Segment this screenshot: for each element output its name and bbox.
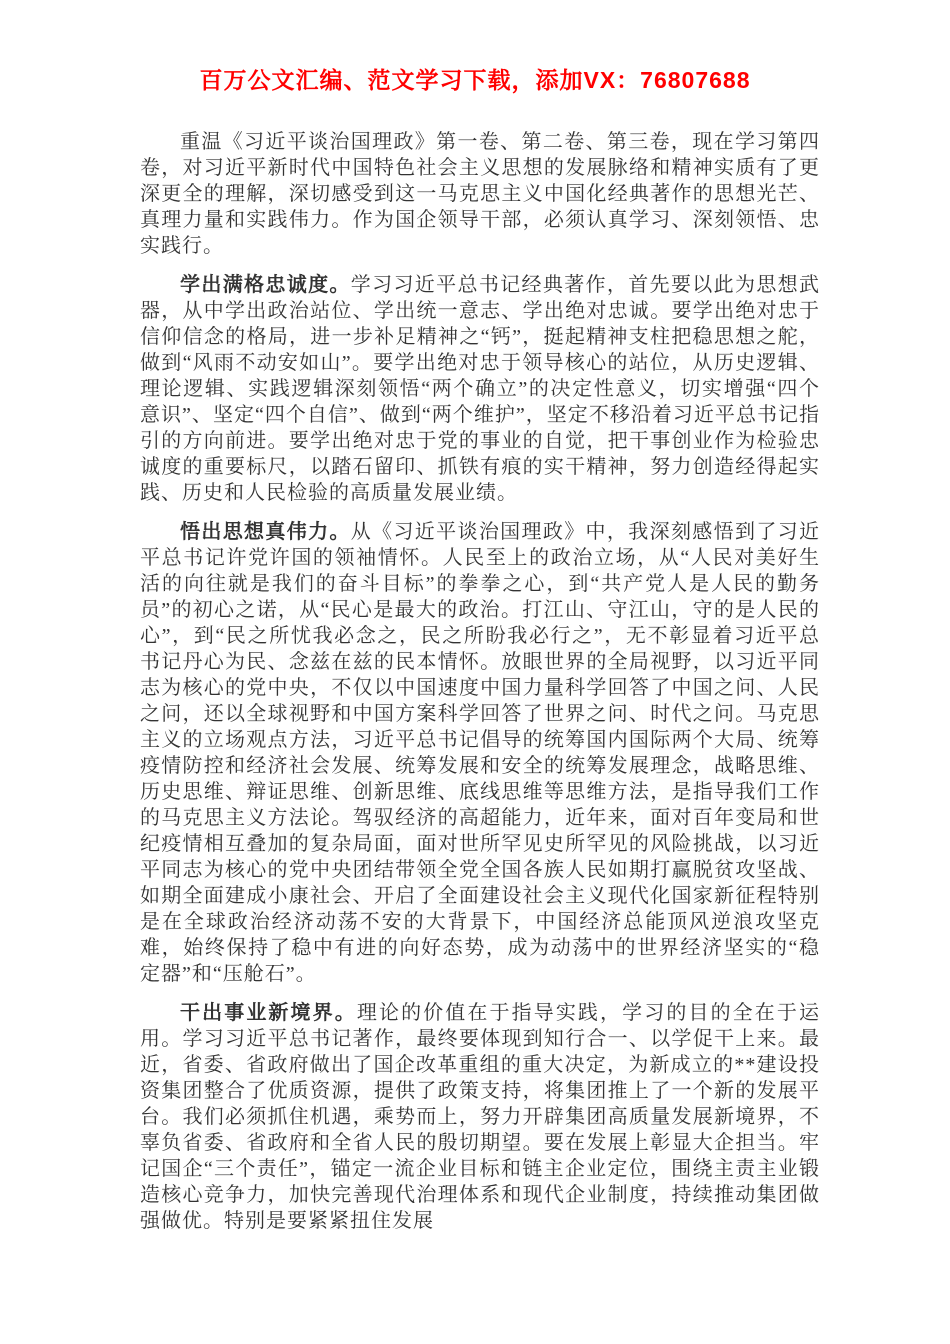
paragraph-lead: 学出满格忠诚度。: [180, 274, 351, 296]
paragraph-lead: 干出事业新境界。: [180, 1002, 357, 1024]
paragraph-text: 从《习近平谈治国理政》中，我深刻感悟到了习近平总书记许党许国的领袖情怀。人民至上的政治立场，从“人民对美好生活的向往就是我们的奋斗目标”的拳拳之心，到“共产党人是人民的勤务员”的初心之诺，从“民心是最大的政治。打江山、守江山，守的是人民的心”，到“民之所忧我必念之，民之所盼我必行之”，无不彰显着习近平总书记丹心为民、念兹在兹的民本情怀。放眼世界的全局视野，以习近平同志为核心的党中央，不仅以中国速度中国力量科学回答了中国之问、人民之问，还以全球视野和中国方案科学回答了世界之问、时代之问。马克思主义的立场观点方法，习近平总书记倡导的统筹国内国际两个大局、统筹疫情防控和经济社会发展、统筹发展和安全的统筹发展理念，战略思维、历史思维、辩证思维、创新思维、底线思维等思维方法，是指导我们工作的马克思主义方法论。驾驭经济的高超能力，近年来，面对百年变局和世纪疫情相互叠加的复杂局面，面对世所罕见史所罕见的风险挑战，以习近平同志为核心的党中央团结带领全党全国各族人民如期打赢脱贫攻坚战、如期全面建成小康社会、开启了全面建设社会主义现代化国家新征程特别是在全球政治经济动荡不安的大背景下，中国经济总能顶风逆浪攻坚克难，始终保持了稳中有进的向好态势，成为动荡中的世界经济坚实的“稳定器”和“压舱石”。: [140, 521, 821, 985]
paragraph-text: 理论的价值在于指导实践，学习的目的全在于运用。学习习近平总书记著作，最终要体现到知行合一、以学促干上来。最近，省委、省政府做出了国企改革重组的重大决定，为新成立的**建设投资集团整合了优质资源，提供了政策支持，将集团推上了一个新的发展平台。我们必须抓住机遇，乘势而上，努力开辟集团高质量发展新境界，不辜负省委、省政府和全省人民的殷切期望。要在发展上彰显大企担当。牢记国企“三个责任”，锚定一流企业目标和链主企业定位，围绕主责主业锻造核心竞争力，加快完善现代治理体系和现代企业制度，持续推动集团做强做优。特别是要紧紧扭住发展: [140, 1002, 821, 1232]
paragraph: [140, 519, 820, 987]
paragraph: [140, 1000, 820, 1234]
paragraph-text: 重温《习近平谈治国理政》第一卷、第二卷、第三卷，现在学习第四卷，对习近平新时代中国特色社会主义思想的发展脉络和精神实质有了更深更全的理解，深切感受到这一马克思主义中国化经典著作的思想光芒、真理力量和实践伟力。作为国企领导干部，必须认真学习、深刻领悟、忠实践行。: [140, 131, 820, 257]
paragraph: [140, 272, 820, 506]
paragraph: [140, 129, 820, 259]
document-body: [140, 129, 820, 1234]
paragraph-lead: 悟出思想真伟力。: [180, 521, 351, 543]
paragraph-text: 学习习近平总书记经典著作，首先要以此为思想武器，从中学出政治站位、学出统一意志、学出绝对忠诚。要学出绝对忠于信仰信念的格局，进一步补足精神之“钙”，挺起精神支柱把稳思想之舵，做到“风雨不动安如山”。要学出绝对忠于领导核心的站位，从历史逻辑、理论逻辑、实践逻辑深刻领悟“两个确立”的决定性意义，切实增强“四个意识”、坚定“四个自信”、做到“两个维护”，坚定不移沿着习近平总书记指引的方向前进。要学出绝对忠于党的事业的自觉，把干事创业作为检验忠诚度的重要标尺，以踏石留印、抓铁有痕的实干精神，努力创造经得起实践、历史和人民检验的高质量发展业绩。: [140, 274, 821, 504]
promo-banner: 百万公文汇编、范文学习下载，添加VX：76807688: [199, 67, 751, 93]
